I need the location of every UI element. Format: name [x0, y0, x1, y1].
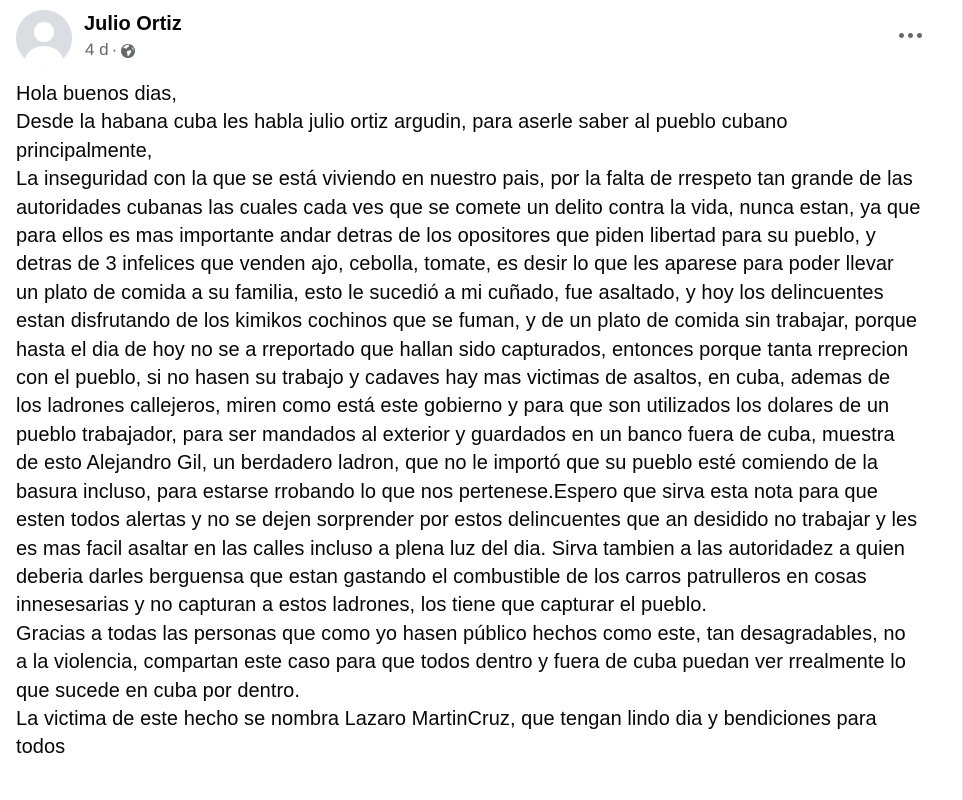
post-paragraph-intro: Desde la habana cuba les habla julio ortiz argudin, para aserle saber al pueblo cubano principalmente,: [16, 111, 788, 162]
post-paragraph-main: La inseguridad con la que se está viviendo en nuestro pais, por la falta de rrespeto tan grande de las autoridades cubanas las cuales cada ves que se comete un delito contra la vida, nunca estan, ya que para ellos es mas importante andar detras de los opositores que piden libertad para su pueblo, y detras de 3 infelices que venden ajo, cebolla, tomate, es desir lo que les aparese para poder llevar un plato de comida a su familia, esto le sucedió a mi cuñado, fue asaltado, y hoy los delincuentes estan disfrutando de los kimikos cochinos que se fuman, y de un plato de comida sin trabajar, porque hasta el dia de hoy no se a rreportado que hallan sido capturados, entonces porque tanta rreprecion con el pueblo, si no hasen su trabajo y cadaves hay mas victimas de asaltos, en cuba, ademas de los ladrones callejeros, miren como está este gobierno y para que son utilizados los dolares de un pueblo trabajador, para ser mandados al exterior y guardados en un banco fuera de cuba, muestra de esto Alejandro Gil, un berdadero ladron, que no le importó que su pueblo esté comiendo de la basura incluso, para estarse rrobando lo que nos pertenese.Espero que sirva esta nota para que esten todos alertas y no se dejen sorprender por estos delincuentes que an desidido no trabajar y les es mas facil asaltar en las calles incluso a plena luz del dia. Sirva tambien a las autoridadez a quien deberia darles berguensa que estan gastando el combustible de los carros patrulleros en cosas innesesarias y no capturan a estos ladrones, los tiene que capturar el pueblo.: [16, 168, 921, 617]
more-options-icon: [899, 33, 904, 38]
post-paragraph-greeting: Hola buenos dias,: [16, 83, 177, 105]
post-subline: [85, 38, 182, 62]
post-header: [16, 10, 182, 68]
more-options-icon: [917, 33, 922, 38]
avatar-shoulders: [25, 46, 63, 66]
post-paragraph-thanks: Gracias a todas las personas que como yo hasen público hechos como este, tan desagradables, no a la violencia, compartan este caso para que todos dentro y fuera de cuba puedan ver rrealmente lo que sucede en cuba por dentro.: [16, 622, 906, 702]
more-options-icon: [908, 33, 913, 38]
post-timestamp[interactable]: 4 d: [85, 40, 109, 59]
separator-dot: ·: [111, 40, 118, 59]
author-name[interactable]: Julio Ortiz: [84, 13, 182, 35]
avatar-head: [34, 22, 54, 42]
post-paragraph-closing: La victima de este hecho se nombra Lazaro MartinCruz, que tengan lindo dia y bendiciones para todos: [16, 707, 877, 759]
post-meta: [84, 10, 182, 62]
post-body: [16, 80, 921, 762]
globe-icon[interactable]: [120, 42, 136, 58]
avatar[interactable]: [16, 10, 72, 66]
more-options-button[interactable]: [892, 22, 928, 48]
